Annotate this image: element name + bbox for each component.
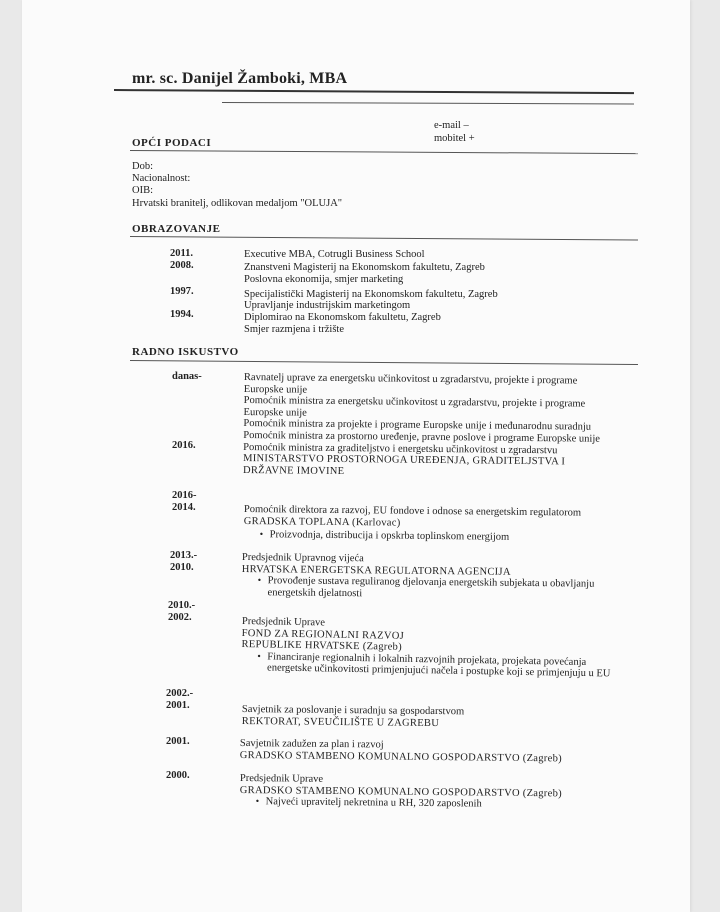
edu-line: Poslovna ekonomija, smjer marketing <box>244 274 404 285</box>
exp-bullet: • Proizvodnja, distribucija i opskrba toplinskom energijom <box>244 529 624 545</box>
exp-entry <box>242 704 622 731</box>
edu-year: 2008. <box>170 260 194 271</box>
exp-role-line: Pomoćnik direktora za razvoj, EU fondove i odnose sa energetskim regulatorom <box>243 504 582 519</box>
exp-year-end: 2014. <box>172 502 196 513</box>
exp-organization: FOND ZA REGIONALNI RAZVOJ REPUBLIKE HRVATSKE (Zagreb) <box>241 627 405 653</box>
exp-entry <box>240 773 620 812</box>
dob-label: Dob: <box>132 161 153 172</box>
edu-line: Executive MBA, Cotrugli Business School <box>244 249 425 260</box>
mobile-label: mobitel + <box>434 133 475 144</box>
exp-entry <box>244 504 624 545</box>
exp-year-start: 2013.- <box>170 550 198 561</box>
exp-year-start: 2002.- <box>166 688 194 699</box>
exp-year-end: 2002. <box>168 612 192 623</box>
exp-organization: GRADSKA TOPLANA (Karlovac) <box>243 515 401 529</box>
exp-entry <box>240 738 620 765</box>
exp-year: 2001. <box>166 736 190 747</box>
exp-bullet: • Provođenje sustava reguliranog djelovanja energetskih subjekata u obavljanju energetskih djelatnosti <box>242 575 622 602</box>
exp-entry <box>241 616 612 680</box>
exp-year-end: 2010. <box>170 562 194 573</box>
edu-line: Smjer razmjena i tržište <box>244 324 345 335</box>
exp-role-line: Predsjednik Uprave <box>241 616 326 629</box>
exp-role-line: Savjetnik za poslovanje i suradnju sa gospodarstvom <box>241 704 465 718</box>
section-rule-education <box>130 236 638 241</box>
exp-year: 2000. <box>166 770 190 781</box>
document-page <box>22 0 690 912</box>
header-rule <box>114 89 634 94</box>
edu-year: 1994. <box>170 309 194 320</box>
exp-organization: GRADSKO STAMBENO KOMUNALNO GOSPODARSTVO (Zagreb) <box>239 749 563 764</box>
edu-line: Upravljanje industrijskim marketingom <box>244 300 411 311</box>
edu-line: Specijalistički Magisterij na Ekonomskom fakultetu, Zagreb <box>244 289 498 300</box>
exp-organization: MINISTARSTVO PROSTORNOGA UREĐENJA, GRADITELJSTVA I DRŽAVNE IMOVINE <box>242 453 566 477</box>
exp-organization: HRVATSKA ENERGETSKA REGULATORNA AGENCIJA <box>241 563 511 578</box>
exp-year-start: danas- <box>172 371 202 382</box>
exp-role-line: Predsjednik Upravnog vijeća <box>241 552 364 565</box>
exp-role-line: Predsjednik Uprave <box>239 773 324 785</box>
exp-entry <box>243 372 614 480</box>
header-rule-thin <box>222 102 634 104</box>
exp-bullet: • Najveći upravitelj nekretnina u RH, 320 zaposlenih <box>240 796 620 812</box>
exp-role-line: Pomoćnik ministra za graditeljstvo i energetsku učinkovitost u zgradarstvu <box>243 441 558 456</box>
section-title-education: OBRAZOVANJE <box>132 223 221 235</box>
exp-role-line: Pomoćnik ministra za prostorno uređenje, pravne poslove i programe Europske unije <box>243 429 600 445</box>
section-title-personal: OPĆI PODACI <box>132 137 212 149</box>
edu-year: 2011. <box>170 248 194 259</box>
exp-role-line: Ravnatelj uprave za energetsku učinkovitost u zgradarstvu, projekte i programe Europske unije <box>243 372 578 396</box>
veteran-note: Hrvatski branitelj, odlikovan medaljom "OLUJA" <box>132 198 343 209</box>
exp-role-line: Pomoćnik ministra za energetsku učinkovitost u zgradarstvu, projekte i programe Europske unije <box>243 395 586 419</box>
nationality-label: Nacionalnost: <box>132 173 191 184</box>
cv-name: mr. sc. Danijel Žamboki, MBA <box>132 70 348 87</box>
section-title-experience: RADNO ISKUSTVO <box>132 346 239 358</box>
exp-organization: REKTORAT, SVEUČILIŠTE U ZAGREBU <box>241 715 440 729</box>
exp-organization: GRADSKO STAMBENO KOMUNALNO GOSPODARSTVO (Zagreb) <box>239 784 563 799</box>
exp-year-end: 2001. <box>166 700 190 711</box>
exp-year-end: 2016. <box>172 440 196 451</box>
exp-year-start: 2016- <box>172 490 197 501</box>
edu-line: Znanstveni Magisterij na Ekonomskom fakultetu, Zagreb <box>244 262 485 273</box>
edu-line: Diplomirao na Ekonomskom fakultetu, Zagreb <box>244 312 441 323</box>
section-rule-personal <box>130 150 638 154</box>
oib-label: OIB: <box>132 185 153 196</box>
exp-year-start: 2010.- <box>168 600 196 611</box>
section-rule-experience <box>130 360 638 365</box>
exp-role-line: Savjetnik zadužen za plan i razvoj <box>239 738 384 751</box>
email-label: e-mail – <box>434 120 469 131</box>
edu-year: 1997. <box>170 286 194 297</box>
exp-entry <box>242 552 622 602</box>
exp-bullet: • Financiranje regionalnih i lokalnih razvojnih projekata, projekata povećanja energetske učinkovitosti primjenjujući načela i postupke koji se primjenjuju u EU <box>241 651 611 681</box>
exp-role-line: Pomoćnik ministra za projekte i programe Europske unije i međunarodnu suradnju <box>243 418 592 434</box>
